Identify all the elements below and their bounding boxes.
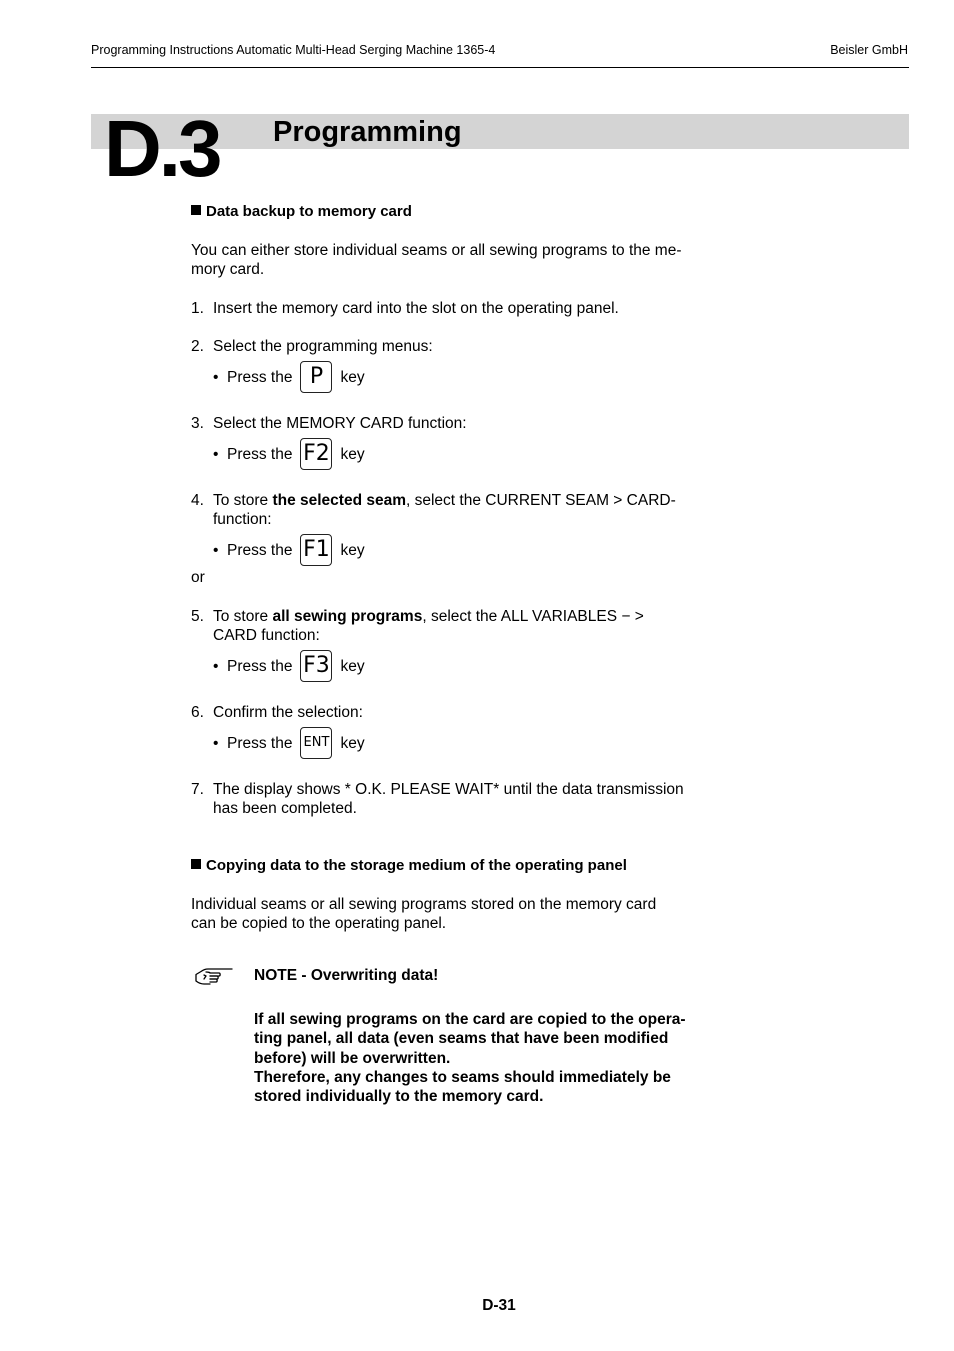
header-rule bbox=[91, 67, 909, 68]
f3-key-icon: F3 bbox=[300, 650, 332, 682]
pointing-hand-icon bbox=[194, 964, 234, 988]
press-key-instruction: • Press the P key bbox=[213, 361, 365, 395]
press-key-instruction: • Press the F1 key bbox=[213, 534, 365, 568]
section-heading-copying: Copying data to the storage medium of the operating panel bbox=[191, 857, 627, 874]
note-title: NOTE - Overwriting data! bbox=[254, 967, 439, 984]
chapter-title: Programming bbox=[273, 116, 462, 148]
section-heading-backup: Data backup to memory card bbox=[191, 203, 412, 220]
p-key-icon: P bbox=[300, 361, 332, 393]
running-header-company: Beisler GmbH bbox=[830, 43, 908, 57]
press-key-instruction: • Press the F2 key bbox=[213, 438, 365, 472]
press-key-instruction: • Press the F3 key bbox=[213, 650, 365, 684]
running-header-title: Programming Instructions Automatic Multi-Head Serging Machine 1365-4 bbox=[91, 43, 496, 57]
step-3: 3. Select the MEMORY CARD function: bbox=[191, 415, 467, 432]
square-bullet-icon bbox=[191, 205, 201, 215]
chapter-number: D.3 bbox=[104, 104, 220, 193]
step-4: 4. To store the selected seam, select the CURRENT SEAM > CARD- function: bbox=[191, 492, 676, 528]
note-body: If all sewing programs on the card are copied to the opera- ting panel, all data (even seams that have been modified before) will be overwritten. Therefore, any changes to seams should immediately be stored individually to the memory card. bbox=[254, 1011, 686, 1106]
step-6: 6. Confirm the selection: bbox=[191, 704, 363, 721]
or-separator: or bbox=[191, 569, 205, 586]
step-7: 7. The display shows * O.K. PLEASE WAIT* until the data transmission has been completed. bbox=[191, 781, 684, 817]
step-1: 1. Insert the memory card into the slot on the operating panel. bbox=[191, 300, 619, 317]
f2-key-icon: F2 bbox=[300, 438, 332, 470]
step-2: 2. Select the programming menus: bbox=[191, 338, 433, 355]
step-5: 5. To store all sewing programs, select the ALL VARIABLES − > CARD function: bbox=[191, 608, 644, 644]
ent-key-icon: ENT bbox=[300, 727, 332, 759]
square-bullet-icon bbox=[191, 859, 201, 869]
press-key-instruction: • Press the ENT key bbox=[213, 727, 365, 761]
copying-intro: Individual seams or all sewing programs stored on the memory card can be copied to the operating panel. bbox=[191, 896, 657, 932]
f1-key-icon: F1 bbox=[300, 534, 332, 566]
backup-intro: You can either store individual seams or all sewing programs to the me- mory card. bbox=[191, 242, 682, 278]
page-number: D-31 bbox=[482, 1297, 516, 1314]
